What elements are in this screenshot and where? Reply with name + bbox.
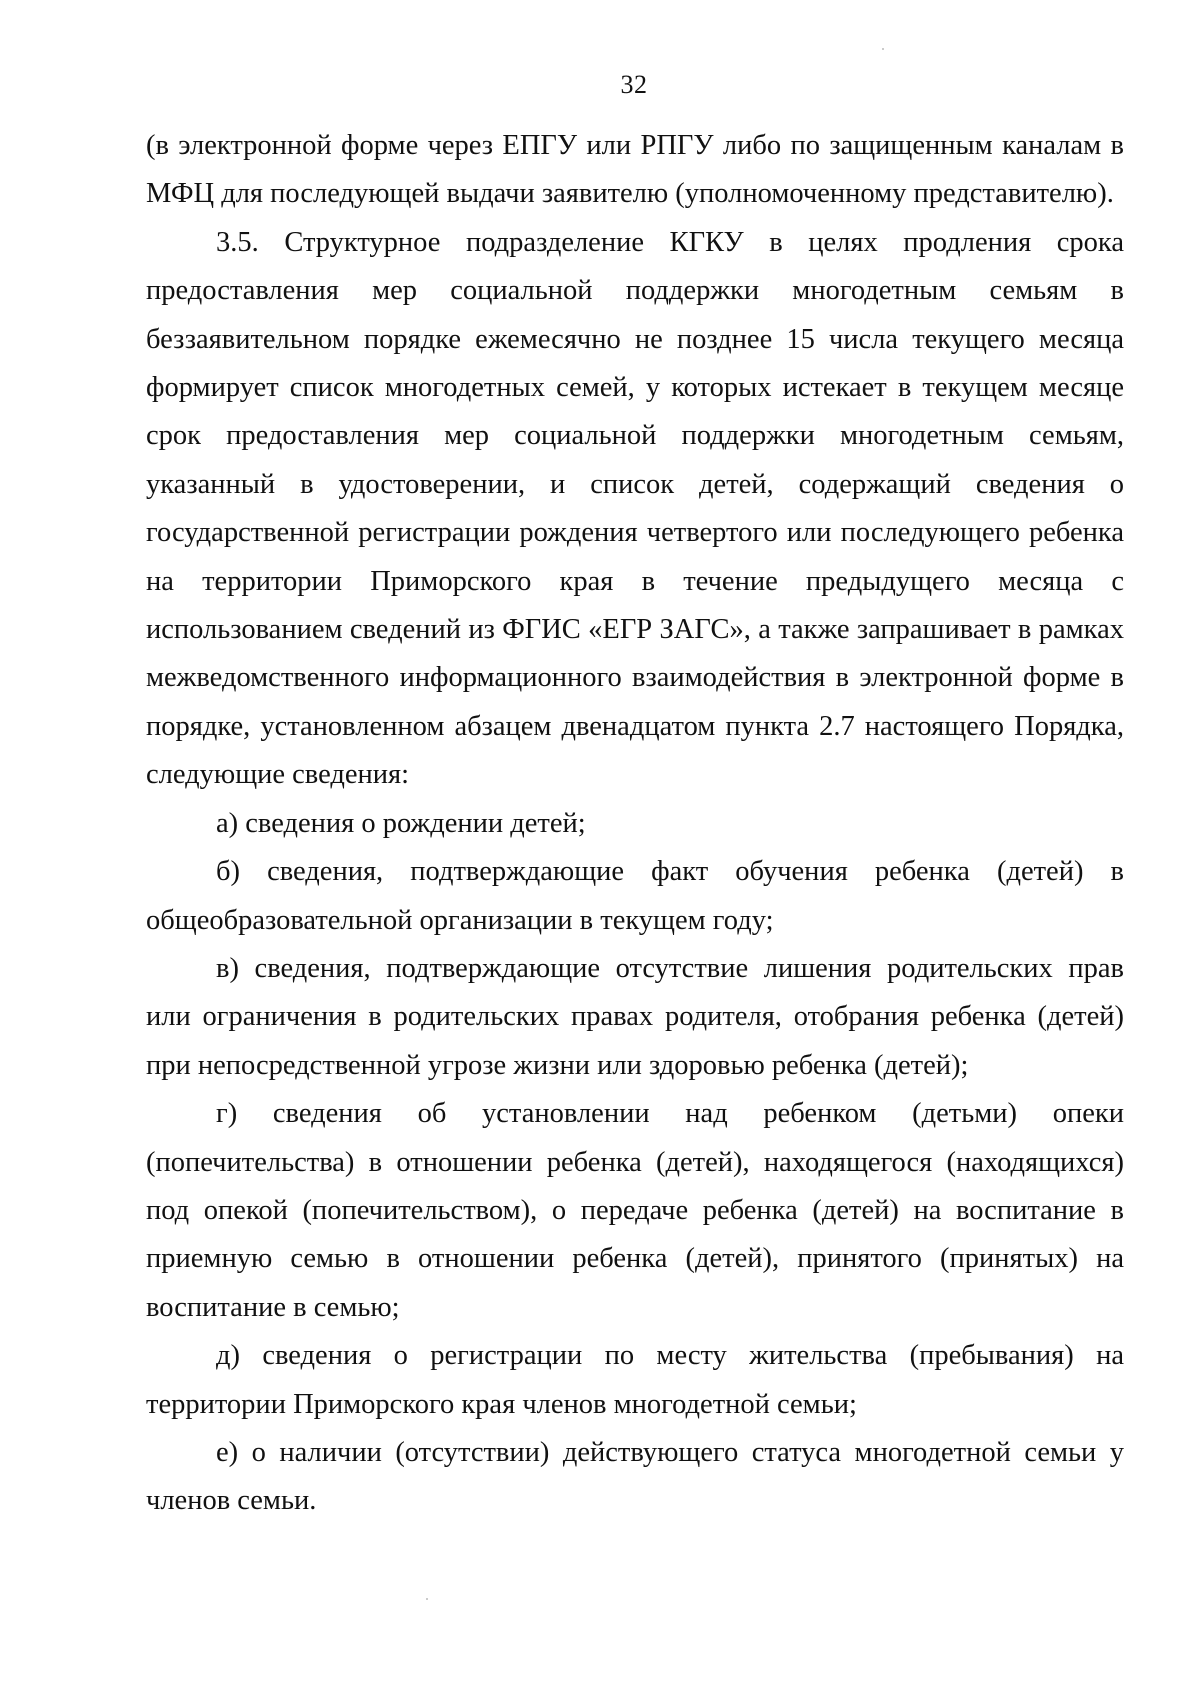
list-item-v: в) сведения, подтверждающие отсутствие лишения родительских прав или ограничения в родительских правах родителя, отобрания ребенка (детей) при непосредственной угрозе жизни или здоровью ребенка (детей); <box>146 952 1124 1081</box>
list-item-b: б) сведения, подтверждающие факт обучения ребенка (детей) в общеобразовательной организации в текущем году; <box>146 856 1124 936</box>
list-item-a: а) сведения о рождении детей; <box>216 807 586 839</box>
page-number: 32 <box>620 70 648 99</box>
paragraph-continuation: (в электронной форме через ЕПГУ или РПГУ либо по защищенным каналам в МФЦ для последующей выдачи заявителю (уполномоченному представителю). <box>146 130 1124 210</box>
scan-speck <box>882 48 884 50</box>
list-item-e: е) о наличии (отсутствии) действующего статуса многодетной семьи у членов семьи. <box>146 1436 1124 1517</box>
list-item-d: д) сведения о регистрации по месту жительства (пребывания) на территории Приморского края членов многодетной семьи; <box>146 1340 1124 1420</box>
scan-speck <box>426 1598 428 1600</box>
paragraph-clause-3-5: 3.5. Структурное подразделение КГКУ в целях продления срока предоставления мер социальной поддержки многодетным семьям в беззаявительном порядке ежемесячно не позднее 15 числа текущего месяца формирует список многодетных семей, у которых истекает в текущем месяце срок предоставления мер социальной поддержки многодетным семьям, указанный в удостоверении, и список детей, содержащий сведения о государственной регистрации рождения четвертого или последующего ребенка на территории Приморского края в течение предыдущего месяца с использованием сведений из ФГИС «ЕГР ЗАГС», а также запрашивает в рамках межведомственного информационного взаимодействия в электронной форме в порядке, установленном абзацем двенадцатом пункта 2.7 настоящего Порядка, следующие сведения: <box>146 226 1124 791</box>
document-body <box>146 122 1124 1526</box>
list-item-g: г) сведения об установлении над ребенком (детьми) опеки (попечительства) в отношении ребенка (детей), находящегося (находящихся) под опекой (попечительством), о передаче ребенка (детей) на воспитание в приемную семью в отношении ребенка (детей), принятого (принятых) на воспитание в семью; <box>146 1098 1124 1323</box>
